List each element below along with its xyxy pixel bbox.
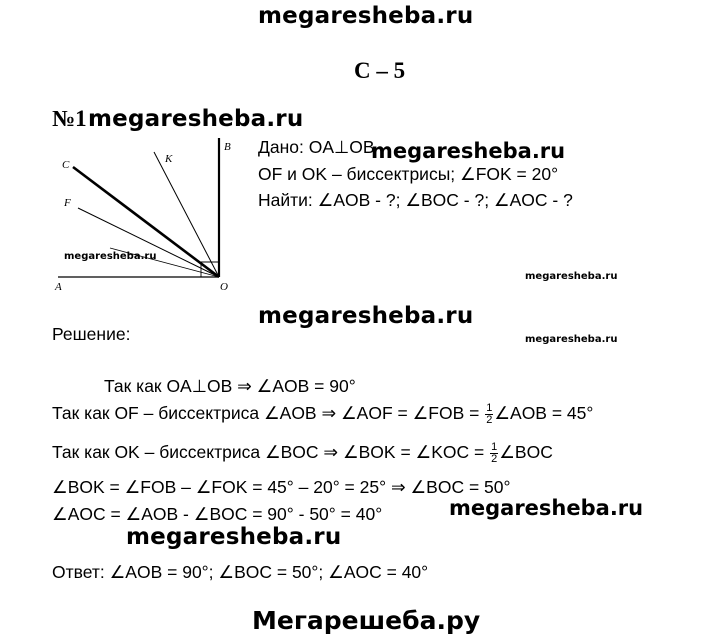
- geometry-diagram: [50, 130, 250, 300]
- given-line-2: OF и OK – биссектрисы; ∠FOK = 20°: [258, 164, 559, 184]
- solution-line-2: [52, 403, 593, 426]
- answer-line: Ответ: ∠AOB = 90°; ∠BOC = 50°; ∠AOC = 40°: [52, 562, 429, 582]
- side-watermark-2: megaresheba.ru: [525, 334, 618, 345]
- label-a: A: [55, 281, 62, 293]
- given-watermark: megaresheba.ru: [371, 139, 566, 163]
- label-c: C: [62, 159, 70, 171]
- header-watermark: megaresheba.ru: [258, 3, 474, 29]
- solution-label: Решение:: [52, 324, 131, 344]
- fraction-half-2: $\frac{1}{2}$: [491, 441, 498, 465]
- solution-line-3: [52, 442, 553, 465]
- section-title: С – 5: [354, 58, 406, 83]
- solution-line-2-text: Так как OF – биссектриса ∠AOB ⇒ ∠AOF = ∠FOB =: [52, 403, 485, 424]
- ray-of: [78, 208, 219, 277]
- solution-line-3-text: Так как OK – биссектриса ∠BOC ⇒ ∠BOK = ∠KOC =: [52, 442, 490, 463]
- label-k: K: [165, 153, 173, 165]
- find-line: Найти: ∠AOB - ?; ∠BOC - ?; ∠AOC - ?: [258, 190, 573, 210]
- given-line-1: Дано: OA⊥OB: [258, 137, 375, 157]
- task-number-watermark: megaresheba.ru: [88, 106, 304, 132]
- footer-site-name: Мегарешеба.ру: [252, 606, 481, 635]
- solution-line-4: ∠BOK = ∠FOB – ∠FOK = 45° – 20° = 25° ⇒ ∠BOC = 50°: [52, 477, 511, 497]
- solution-watermark: megaresheba.ru: [126, 524, 342, 550]
- label-b: B: [224, 141, 231, 153]
- solution-side-watermark: megaresheba.ru: [449, 496, 644, 520]
- side-watermark-1: megaresheba.ru: [525, 271, 618, 282]
- solution-line-1: Так как OA⊥OB ⇒ ∠AOB = 90°: [104, 376, 356, 396]
- label-f: F: [64, 197, 71, 209]
- mid-watermark: megaresheba.ru: [258, 303, 474, 329]
- fraction-half-1: $\frac{1}{2}$: [486, 402, 493, 426]
- solution-line-3-end: ∠BOC: [499, 442, 553, 463]
- task-number: №1: [52, 106, 87, 131]
- ray-ok: [154, 152, 219, 277]
- label-o: O: [220, 281, 228, 293]
- diagram-watermark: megaresheba.ru: [64, 251, 157, 262]
- solution-line-5: ∠AOC = ∠AOB - ∠BOC = 90° - 50° = 40°: [52, 504, 383, 524]
- solution-line-2-end: ∠AOB = 45°: [494, 403, 594, 424]
